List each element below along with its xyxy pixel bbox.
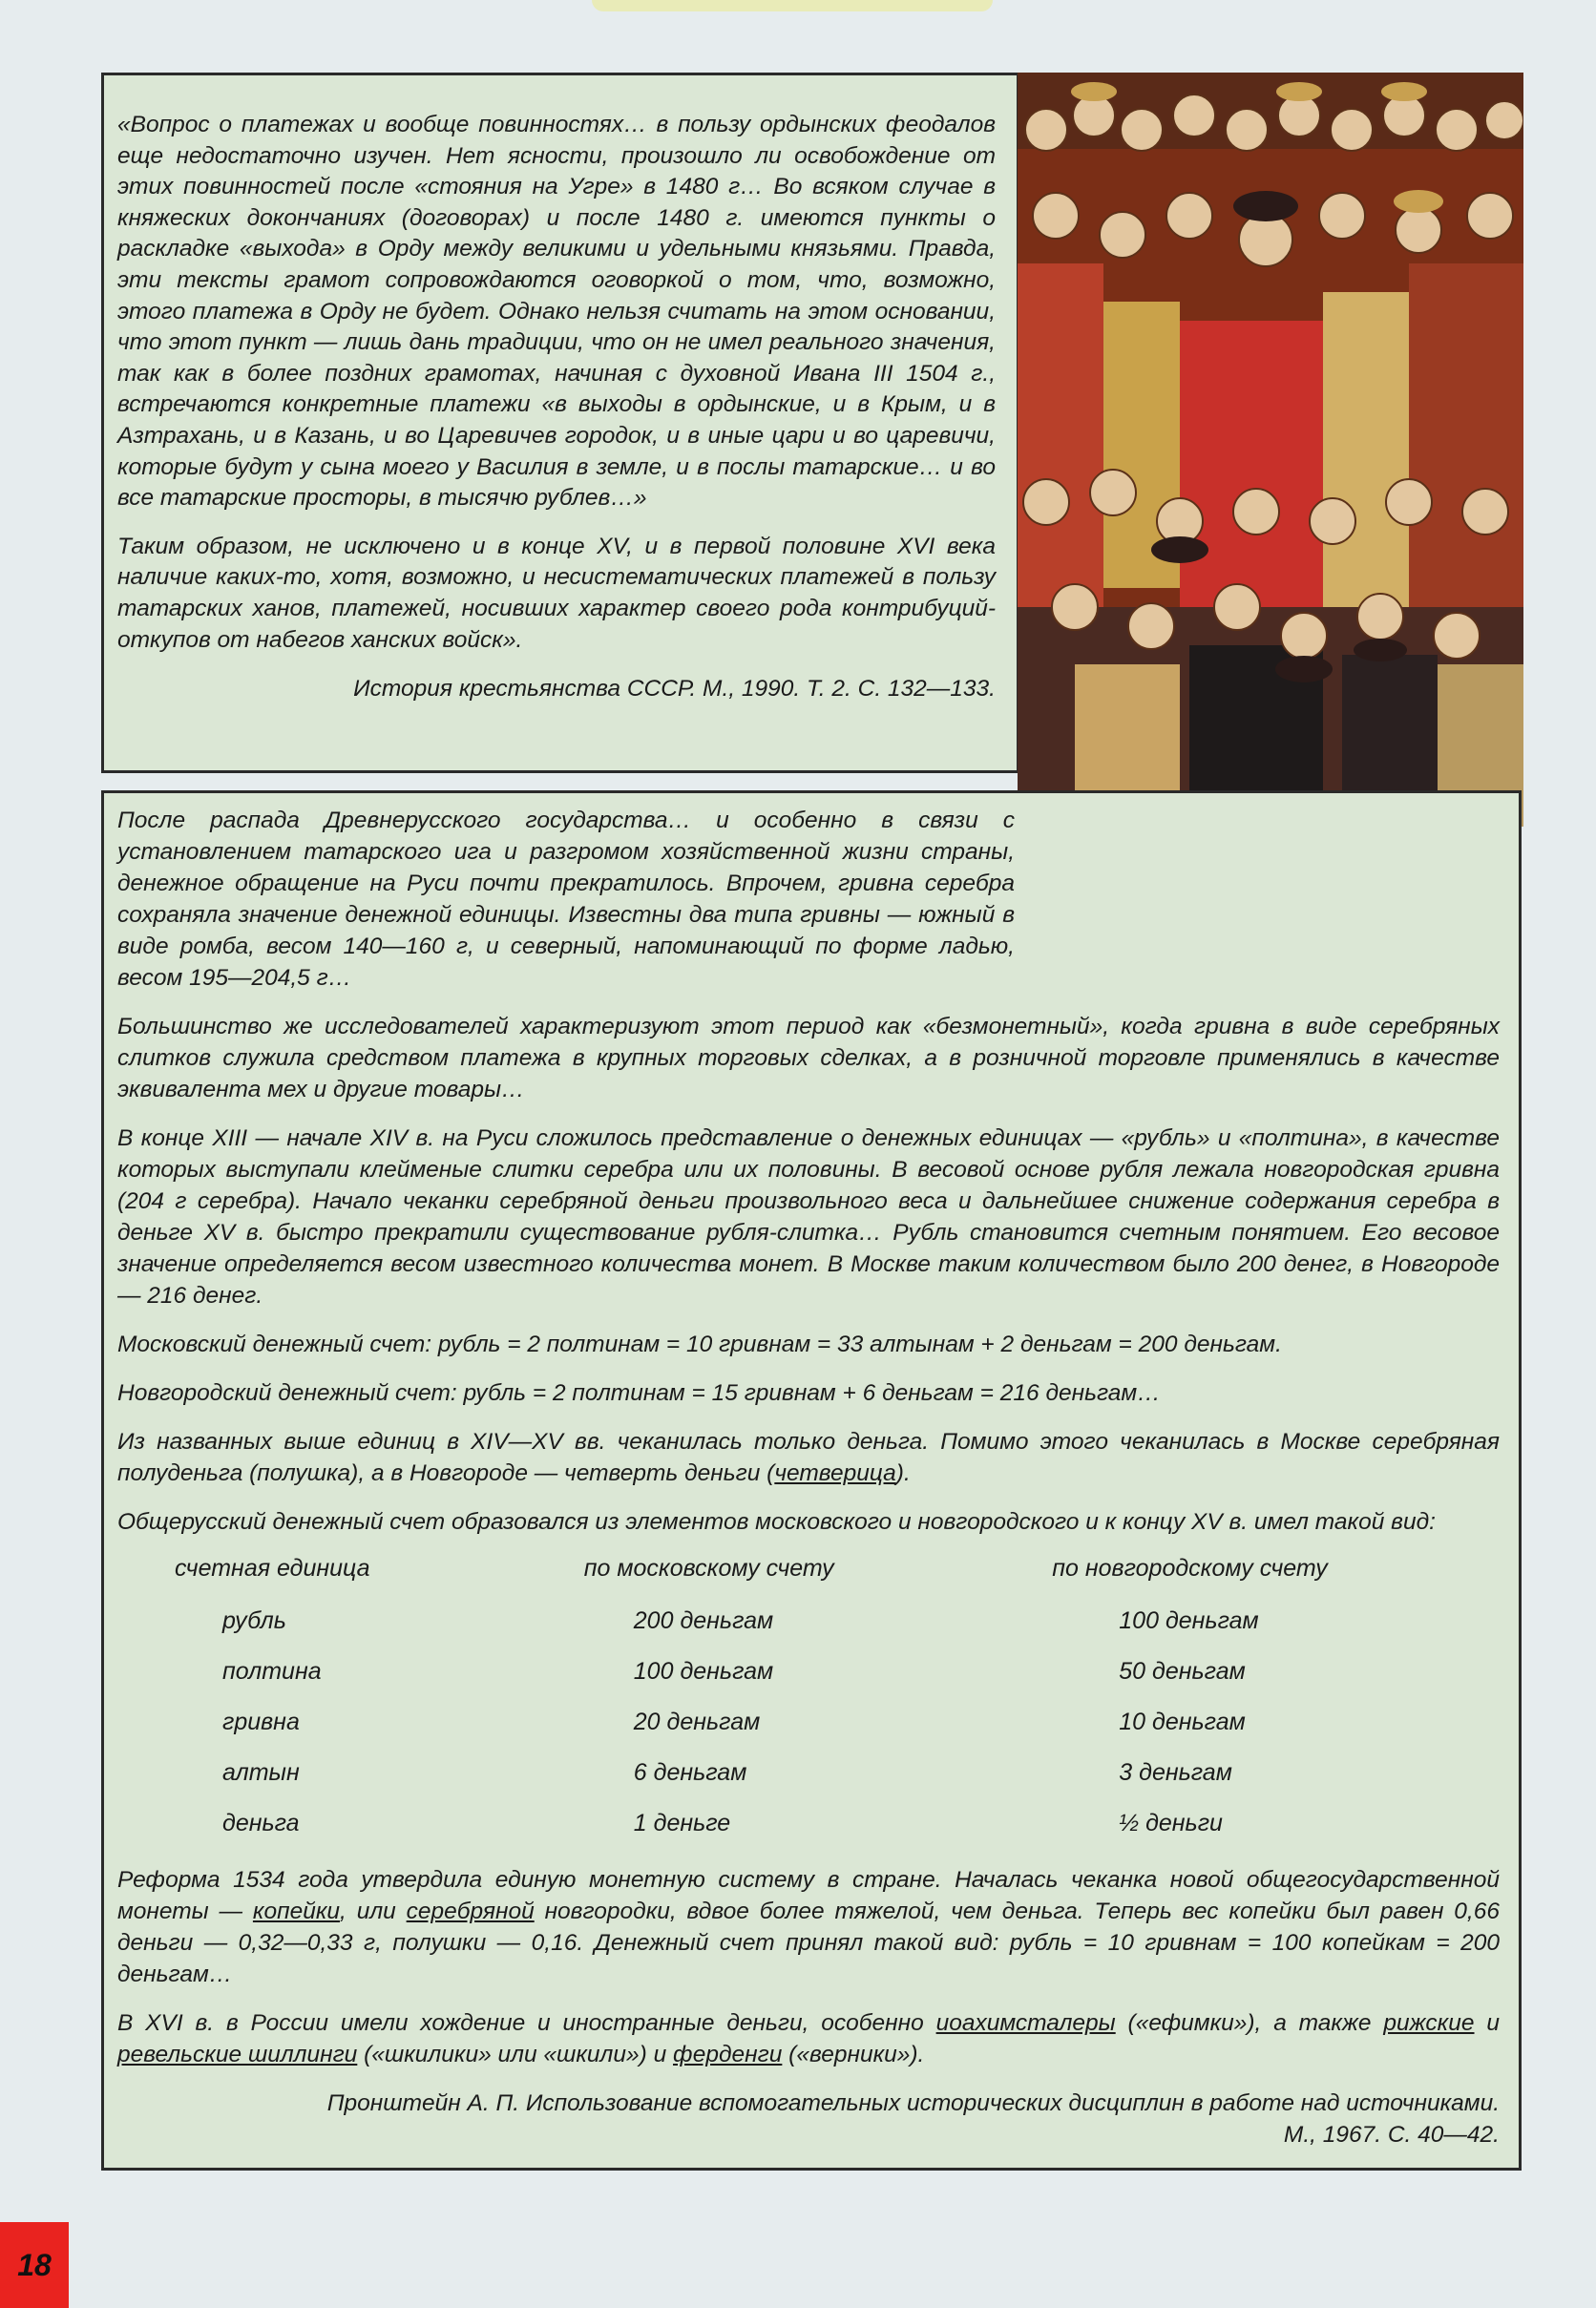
- quote-source: История крестьянства СССР. М., 1990. Т. 2. С. 132—133.: [353, 676, 996, 703]
- p9-text-d: («шкилики» или «шкили») и: [357, 2042, 674, 2067]
- term-serebryanoy: серебряной: [406, 1899, 535, 1924]
- p6-text-b: ).: [895, 1460, 911, 1486]
- table-cell: полтина: [222, 1658, 322, 1685]
- p9-text-c: и: [1474, 2010, 1500, 2036]
- table-row: [175, 1804, 1500, 1855]
- text-paragraph-3: В конце XIII — начале XIV в. на Руси сложилось представление о денежных единицах — «рубль» и «полтина», в качестве которых выступали клейменые слитки серебра или их половины. В весовой основе рубля лежала новгородская гривна (204 г серебра). Начало чеканки серебряной деньги произвольного веса и дальнейшее снижение содержания серебра в деньге XV в. быстро прекратили существование рубля-слитка… Рубль становится счетным понятием. Его весовое значение определяется весом известного количества монет. В Москве таким количеством было 200 денег, в Новгороде — 216 денег.: [117, 1125, 1500, 1309]
- money-units-table: [175, 1555, 1500, 1855]
- table-row: [175, 1753, 1500, 1804]
- table-cell: алтын: [222, 1759, 300, 1786]
- term-revelskie-shillingi: ревельские шиллинги: [117, 2042, 358, 2067]
- table-cell: рубль: [222, 1607, 286, 1634]
- p9-text-e: («верники»).: [782, 2042, 925, 2067]
- text-paragraph-6: [117, 1426, 1500, 1489]
- text-paragraph-2: Большинство же исследователей характеризуют этот период как «безмонетный», когда гривна в виде серебряных слитков служила средством платежа в крупных торговых сделках, а в розничной торговле применялись в качестве эквивалента мех и другие товары…: [117, 1014, 1500, 1102]
- table-cell: 100 деньгам: [1119, 1607, 1259, 1634]
- source-line-1: Пронштейн А. П. Использование вспомогательных исторических дисциплин в работе над источниками.: [326, 2090, 1500, 2116]
- table-cell: 100 деньгам: [633, 1658, 774, 1685]
- table-cell: 6 деньгам: [633, 1759, 747, 1786]
- table-cell: ½ деньги: [1119, 1810, 1223, 1836]
- table-header: по московскому счету: [583, 1555, 834, 1582]
- embroidered-shroud-image: [1018, 73, 1523, 827]
- moscow-count-paragraph: Московский денежный счет: рубль = 2 полтинам = 10 гривнам = 33 алтынам + 2 деньгам = 200 деньгам.: [117, 1332, 1282, 1357]
- table-row: [175, 1652, 1500, 1703]
- top-accent-decoration: [592, 0, 993, 11]
- quote-box-peasantry: [101, 73, 1019, 773]
- term-rizhskie: рижские: [1383, 2010, 1475, 2036]
- term-ioakhimstaler: иоахимсталеры: [935, 2010, 1116, 2036]
- table-cell: деньга: [222, 1810, 300, 1836]
- table-cell: 20 деньгам: [633, 1709, 761, 1735]
- p9-text-b: («ефимки»), а также: [1115, 2010, 1384, 2036]
- table-header: счетная единица: [175, 1555, 370, 1582]
- table-row: [175, 1602, 1500, 1652]
- box2-source: [117, 2088, 1500, 2151]
- term-kopeyka: копейки: [252, 1899, 341, 1924]
- quote-paragraph-2: Таким образом, не исключено и в конце XV, и в первой половине XVI века наличие каких-то, хотя, возможно, и несистематических платежей в пользу татарских ханов, платежей, носивших характер своего рода контрибуций-откупов от набегов ханских войск».: [117, 533, 996, 653]
- source-line-2: М., 1967. С. 40—42.: [1283, 2122, 1500, 2148]
- term-chetveritsa: четверица: [774, 1460, 896, 1486]
- p8-text-a: Реформа 1534 года утвердила единую монетную систему в стране. Началась чеканка новой общегосударственной монеты —: [117, 1867, 1500, 1924]
- p9-text-a: В XVI в. в России имели хождение и иностранные деньги, особенно: [117, 2010, 936, 2036]
- term-ferdengi: ферденги: [673, 2042, 783, 2067]
- table-cell: 10 деньгам: [1119, 1709, 1246, 1735]
- text-paragraph-7: Общерусский денежный счет образовался из элементов московского и новгородского и к концу XV в. имел такой вид:: [117, 1509, 1436, 1535]
- page-number: 18: [0, 2222, 69, 2308]
- table-cell: гривна: [222, 1709, 300, 1735]
- table-cell: 3 деньгам: [1119, 1759, 1232, 1786]
- quote-paragraph-1: «Вопрос о платежах и вообще повинностях… в пользу ордынских феодалов еще недостаточно изучен. Нет ясности, произошло ли освобождение от этих повинностей после «стояния на Угре» в 1480 г… Во всяком случае в княжеских докончаниях (договорах) и после 1480 г. имеются пункты о раскладке «выхода» в Орду между великими и удельными князьями. Правда, эти тексты грамот сопровождаются оговоркой о том, что, возможно, этого платежа в Орду не будет. Однако нельзя считать на этом основании, что этот пункт — лишь дань традиции, что он не имел реального значения, так как в более поздних грамотах, начиная с духовной Ивана III 1504 г., встречаются конкретные платежи «в выходы в ордынские, и в Крым, и в Азтрахань, и в Казань, и во Царевичев городок, и в иные цари и во царевичи, которые будут у сына моего у Василия в земле, и в послы татарские… и во все татарские просторы, в тысячю рублев…»: [117, 112, 996, 512]
- table-cell: 200 деньгам: [633, 1607, 774, 1634]
- reform-1534-paragraph: [117, 1864, 1500, 1990]
- text-paragraph-1: После распада Древнерусского государства… и особенно в связи с установлением татарского ига и разгромом хозяйственной жизни страны, денежное обращение на Руси почти прекратилось. Впрочем, гривна серебра сохраняла значение денежной единицы. Известны два типа гривны — южный в виде ромба, весом 140—160 г, и северный, напоминающий по форме ладью, весом 195—204,5 г…: [117, 808, 1015, 991]
- table-header-row: [175, 1555, 1500, 1602]
- foreign-money-paragraph: [117, 2007, 1500, 2070]
- p8-text-b: , или: [340, 1899, 407, 1924]
- quote-box-numismatics: [101, 790, 1522, 2171]
- table-cell: 50 деньгам: [1119, 1658, 1246, 1685]
- table-cell: 1 деньге: [633, 1810, 731, 1836]
- table-row: [175, 1703, 1500, 1753]
- p6-text-a: Из названных выше единиц в XIV—XV вв. чеканилась только деньга. Помимо этого чеканилась в Москве серебряная полуденьга (полушка), а в Новгороде — четверть деньги (: [117, 1429, 1500, 1486]
- novgorod-count-paragraph: Новгородский денежный счет: рубль = 2 полтинам = 15 гривнам + 6 деньгам = 216 деньгам…: [117, 1380, 1161, 1406]
- p8-text-c: новгородки, вдвое более тяжелой, чем деньга. Теперь вес копейки был равен 0,66 деньги — 0,32—0,33 г, полушки — 0,16. Денежный счет принял такой вид: рубль = 10 гривнам = 100 копейкам = 200 деньгам…: [117, 1899, 1500, 1987]
- table-header: по новгородскому счету: [1052, 1555, 1328, 1582]
